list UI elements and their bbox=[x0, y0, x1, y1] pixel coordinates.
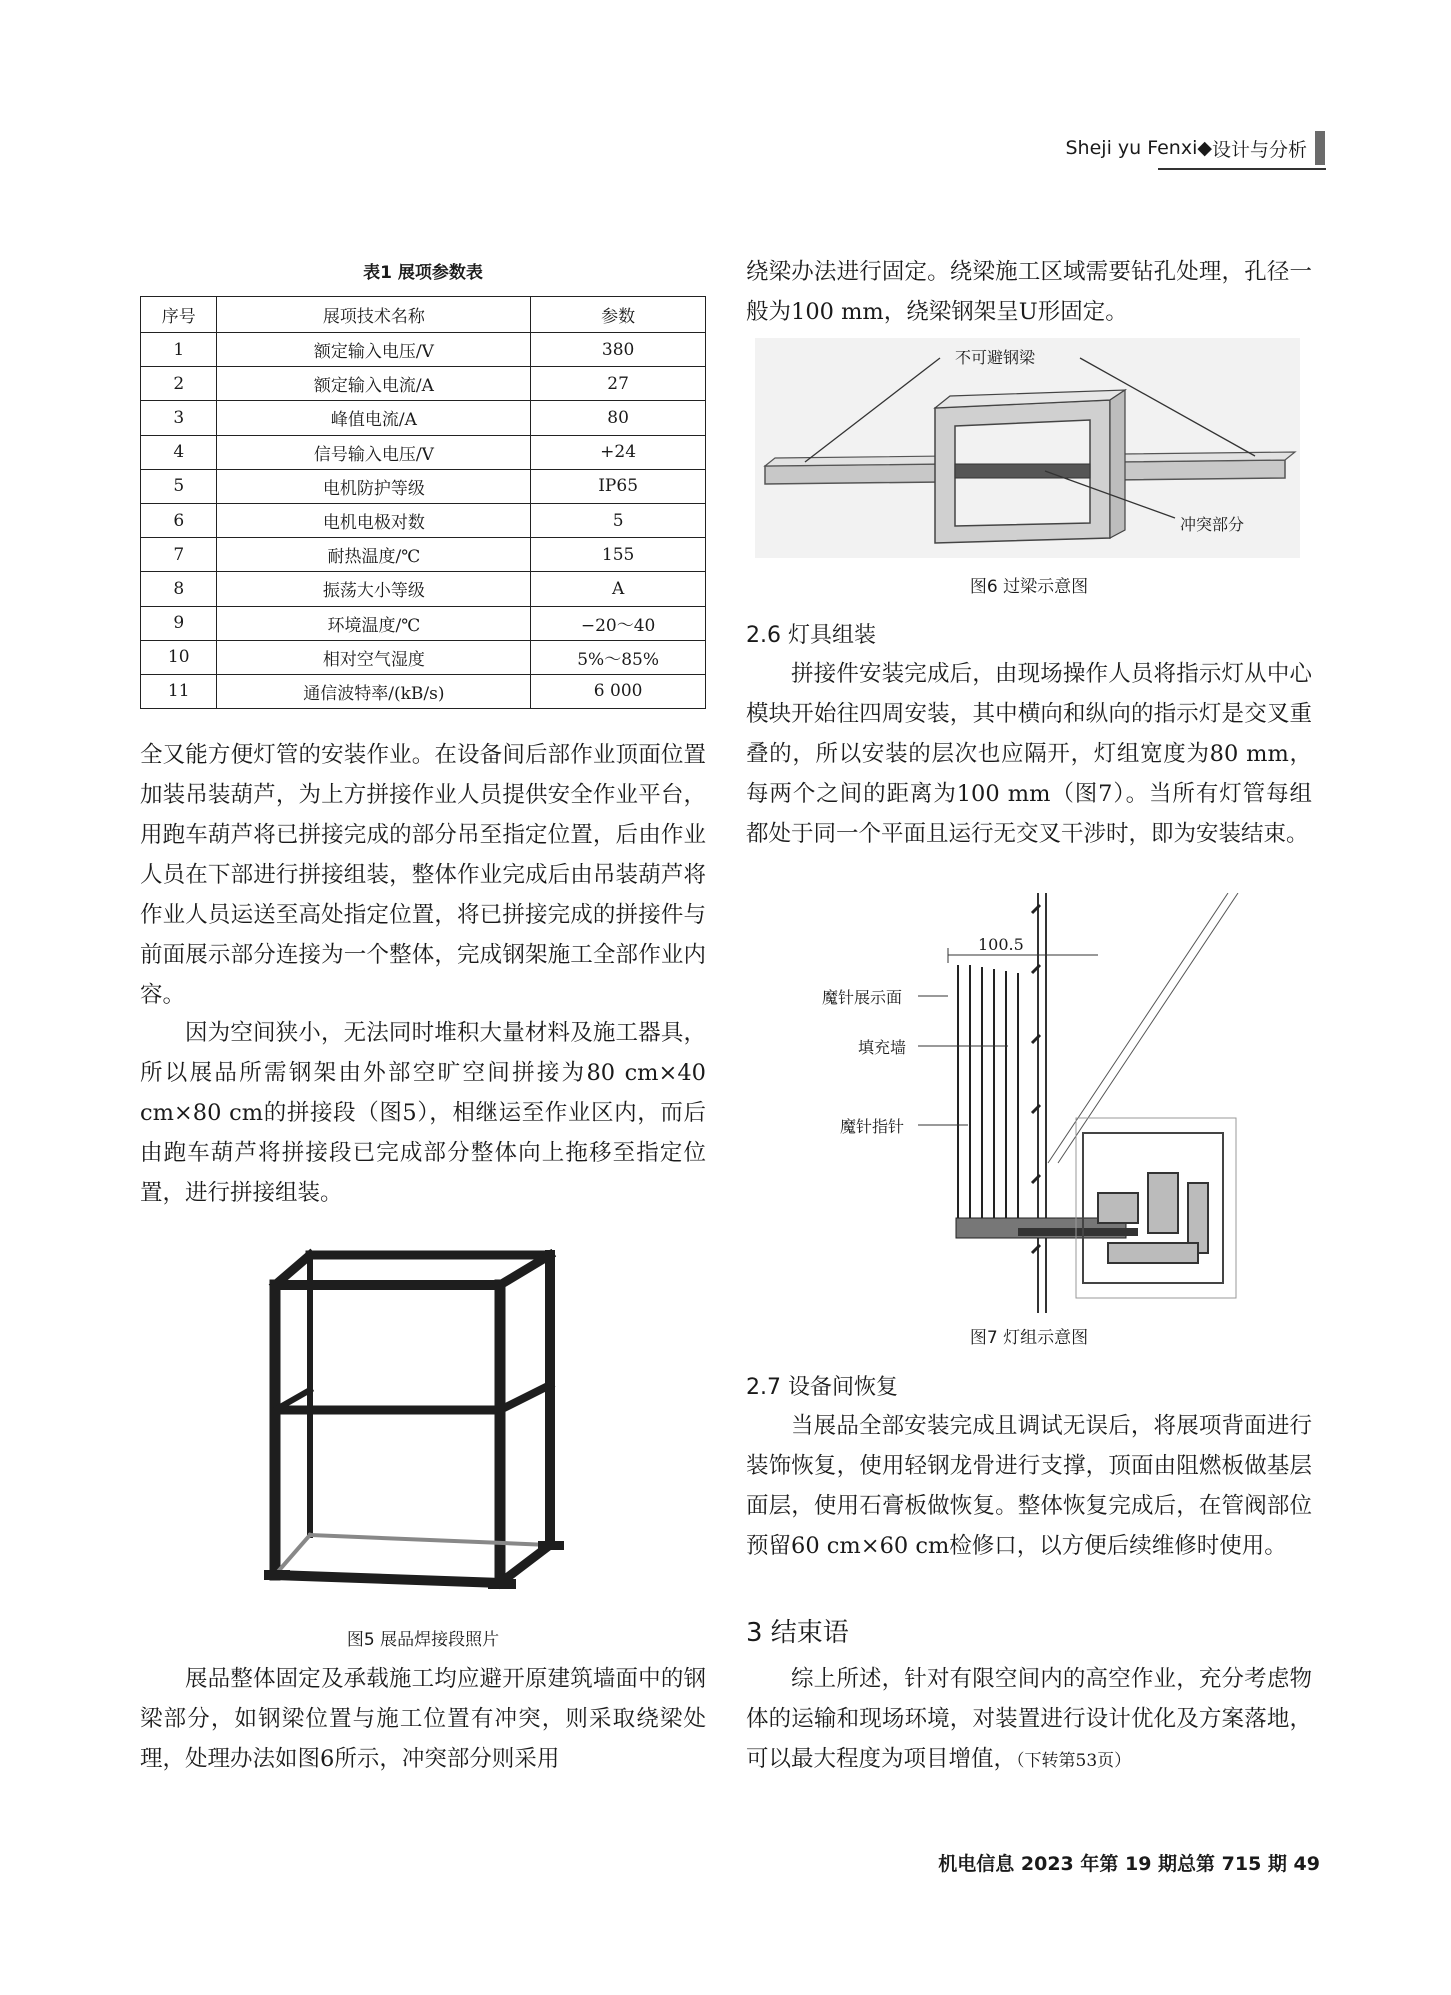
column-title: 设计与分析 bbox=[1211, 138, 1307, 161]
table-cell: 耐热温度/℃ bbox=[217, 538, 531, 572]
fig7-dimension-label: 100.5 bbox=[978, 935, 1024, 954]
section-heading-2-7: 2.7 设备间恢复 bbox=[746, 1375, 898, 1400]
table-cell: 5%～85% bbox=[531, 640, 706, 674]
table-cell: +24 bbox=[531, 435, 706, 469]
fig7-label-display-face: 魔针展示面 bbox=[822, 988, 903, 1007]
table-cell: 5 bbox=[141, 469, 217, 503]
table-row bbox=[141, 367, 706, 401]
table-cell: 8 bbox=[141, 572, 217, 606]
table-row bbox=[141, 469, 706, 503]
table-row bbox=[141, 401, 706, 435]
table-cell: 27 bbox=[531, 367, 706, 401]
conclusion-text: 综上所述，针对有限空间内的高空作业，充分考虑物体的运输和现场环境，对装置进行设计优化及方案落地，可以最大程度为项目增值， bbox=[746, 1666, 1312, 1772]
body-paragraph: 因为空间狭小，无法同时堆积大量材料及施工器具，所以展品所需钢架由外部空旷空间拼接为80 cm×40 cm×80 cm的拼接段（图5），相继运至作业区内，而后由跑车葫芦将拼接段已完成部分整体向上拖移至指定位置，进行拼接组装。 bbox=[140, 1020, 706, 1206]
table-cell: 1 bbox=[141, 333, 217, 367]
table-cell: 6 000 bbox=[531, 674, 706, 708]
table-header-row bbox=[141, 297, 706, 333]
parameter-table bbox=[140, 296, 706, 709]
table-cell: 155 bbox=[531, 538, 706, 572]
table-row bbox=[141, 572, 706, 606]
table-row bbox=[141, 606, 706, 640]
table-cell: 环境温度/℃ bbox=[217, 606, 531, 640]
table-cell: −20～40 bbox=[531, 606, 706, 640]
fig6-label-beam: 不可避钢梁 bbox=[955, 348, 1036, 367]
fig7-caption: 图7 灯组示意图 bbox=[969, 1328, 1089, 1348]
table-cell: A bbox=[531, 572, 706, 606]
body-paragraph bbox=[746, 1659, 1312, 1781]
table-cell: 3 bbox=[141, 401, 217, 435]
table-header-cell: 参数 bbox=[531, 297, 706, 333]
fig7-light-group-diagram bbox=[808, 893, 1253, 1313]
table-cell: 9 bbox=[141, 606, 217, 640]
table-cell: 2 bbox=[141, 367, 217, 401]
table-cell: 额定输入电流/A bbox=[217, 367, 531, 401]
table-cell: 4 bbox=[141, 435, 217, 469]
header-bar bbox=[1315, 131, 1325, 165]
table-cell: 振荡大小等级 bbox=[217, 572, 531, 606]
table-cell: 5 bbox=[531, 503, 706, 537]
table-cell: 电机防护等级 bbox=[217, 469, 531, 503]
table-cell: 信号输入电压/V bbox=[217, 435, 531, 469]
table-cell: 电机电极对数 bbox=[217, 503, 531, 537]
table-cell: 通信波特率/(kB/s) bbox=[217, 674, 531, 708]
table-cell: 峰值电流/A bbox=[217, 401, 531, 435]
fig5-caption: 图5 展品焊接段照片 bbox=[346, 1630, 500, 1650]
table-cell: 11 bbox=[141, 674, 217, 708]
table-row bbox=[141, 435, 706, 469]
fig6-label-conflict: 冲突部分 bbox=[1180, 515, 1245, 534]
table-cell: 380 bbox=[531, 333, 706, 367]
journal-pinyin: Sheji yu Fenxi bbox=[1065, 137, 1198, 159]
table-cell: 7 bbox=[141, 538, 217, 572]
page-footer: 机电信息 2023 年第 19 期总第 715 期 49 bbox=[938, 1853, 1320, 1875]
table-row bbox=[141, 503, 706, 537]
table-caption: 表1 展项参数表 bbox=[363, 263, 483, 283]
body-paragraph: 绕梁办法进行固定。绕梁施工区域需要钻孔处理，孔径一般为100 mm，绕梁钢架呈U形固定。 bbox=[746, 259, 1312, 325]
fig5-steel-frame-photo bbox=[250, 1215, 600, 1615]
fig7-label-filler-wall: 填充墙 bbox=[858, 1038, 907, 1057]
table-row bbox=[141, 333, 706, 367]
table-cell: 80 bbox=[531, 401, 706, 435]
fig6-caption: 图6 过梁示意图 bbox=[969, 577, 1089, 597]
table-cell: 额定输入电压/V bbox=[217, 333, 531, 367]
continued-note: （下转第53页） bbox=[1016, 1751, 1132, 1771]
table-cell: 相对空气湿度 bbox=[217, 640, 531, 674]
table-cell: 6 bbox=[141, 503, 217, 537]
body-paragraph: 展品整体固定及承载施工均应避开原建筑墙面中的钢梁部分，如钢梁位置与施工位置有冲突，则采取绕梁处理，处理办法如图6所示，冲突部分则采用 bbox=[140, 1666, 706, 1772]
section-heading-3: 3 结束语 bbox=[746, 1618, 849, 1648]
table-cell: IP65 bbox=[531, 469, 706, 503]
body-paragraph: 全又能方便灯管的安装作业。在设备间后部作业顶面位置加装吊装葫芦，为上方拼接作业人员提供安全作业平台，用跑车葫芦将已拼接完成的部分吊至指定位置，后由作业人员在下部进行拼接组装，整体作业完成后由吊装葫芦将作业人员运送至高处指定位置，将已拼接完成的拼接件与前面展示部分连接为一个整体，完成钢架施工全部作业内容。 bbox=[140, 742, 706, 1008]
body-paragraph: 拼接件安装完成后，由现场操作人员将指示灯从中心模块开始往四周安装，其中横向和纵向的指示灯是交叉重叠的，所以安装的层次也应隔开，灯组宽度为80 mm，每两个之间的距离为100 mm（图7）。当所有灯管每组都处于同一个平面且运行无交叉干涉时，即为安装结束。 bbox=[746, 661, 1312, 847]
running-head bbox=[1000, 128, 1325, 168]
table-cell: 10 bbox=[141, 640, 217, 674]
fig7-label-pointer: 魔针指针 bbox=[840, 1117, 905, 1136]
body-paragraph: 当展品全部安装完成且调试无误后，将展项背面进行装饰恢复，使用轻钢龙骨进行支撑，顶面由阻燃板做基层面层，使用石膏板做恢复。整体恢复完成后，在管阀部位预留60 cm×60 cm检修口，以方便后续维修时使用。 bbox=[746, 1413, 1312, 1559]
table-header-cell: 展项技术名称 bbox=[217, 297, 531, 333]
table-row bbox=[141, 538, 706, 572]
table-header-cell: 序号 bbox=[141, 297, 217, 333]
diamond-separator-icon: ◆ bbox=[1197, 137, 1212, 159]
section-heading-2-6: 2.6 灯具组装 bbox=[746, 623, 876, 648]
table-row bbox=[141, 640, 706, 674]
header-rule bbox=[1158, 168, 1326, 170]
table-row bbox=[141, 674, 706, 708]
